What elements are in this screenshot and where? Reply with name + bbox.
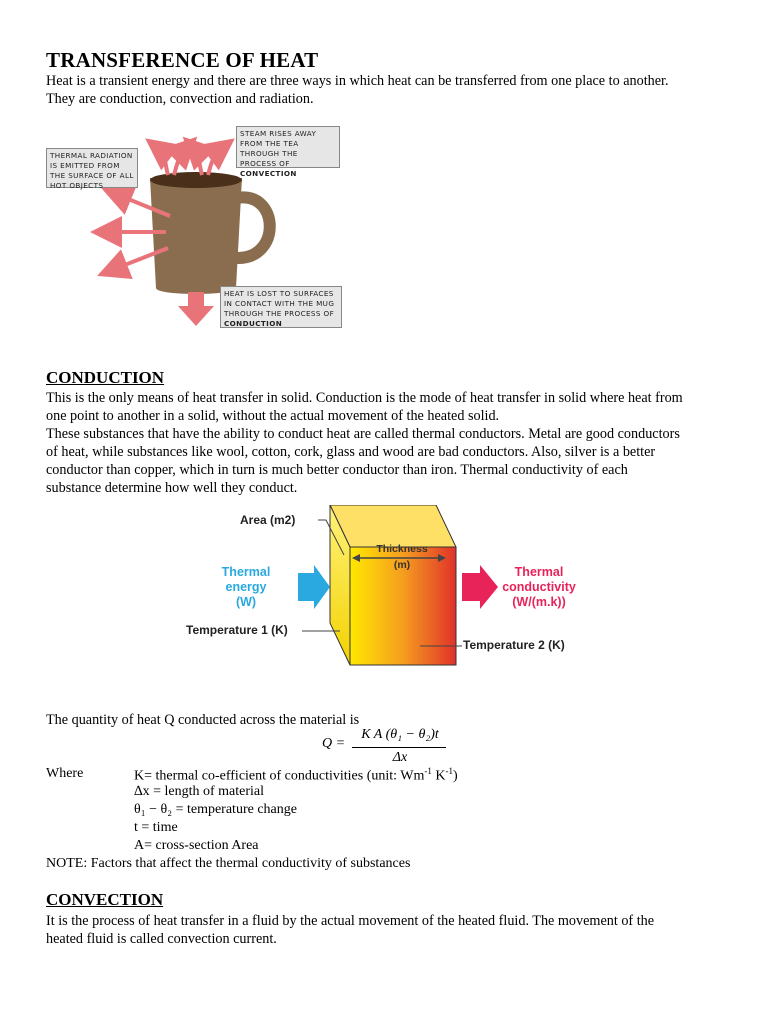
formula-denominator: Δx <box>392 750 408 765</box>
steam-arrow <box>174 148 186 175</box>
dx-definition: ∆x = length of material <box>134 784 264 799</box>
convection-heading: CONVECTION <box>46 890 164 909</box>
thermal-energy-arrow <box>298 565 330 609</box>
conduction-callout <box>220 286 342 328</box>
thermal-conductivity-label <box>494 565 584 610</box>
k-definition <box>134 766 458 785</box>
convection-line: It is the process of heat transfer in a fluid by the actual movement of the heated fluid. The movement of the <box>46 913 655 929</box>
theta-definition: θ₁ − θ₂ = temperature change <box>134 802 297 817</box>
t-definition: t = time <box>134 820 178 835</box>
thermal-energy-line: Thermal <box>221 565 271 579</box>
thickness-label <box>370 543 434 571</box>
note: NOTE: Factors that affect the thermal conductivity of substances <box>46 856 411 871</box>
convection-callout-text: STEAM RISES AWAY FROM THE TEA THROUGH THE PROCESS OF <box>240 129 317 168</box>
conduction-line: This is the only means of heat transfer in solid. Conduction is the mode of heat transfer in solid where heat from <box>46 390 683 406</box>
steam-arrow <box>208 148 222 175</box>
conduction-slab-diagram <box>180 505 600 675</box>
slab-top-face <box>330 505 456 547</box>
convection-paragraph <box>46 912 736 948</box>
conductivity-line: conductivity <box>502 580 576 594</box>
thickness-text: Thickness <box>376 543 428 555</box>
radiation-callout <box>46 148 138 188</box>
tea-surface <box>150 172 242 188</box>
fraction-bar <box>352 747 446 748</box>
temperature-1-label: Temperature 1 (K) <box>186 623 288 637</box>
intro-paragraph <box>46 72 736 108</box>
formula-intro: The quantity of heat Q conducted across the material is <box>46 712 360 728</box>
mug-diagram <box>40 120 350 340</box>
conduction-line: one point to another in a solid, without the actual movement of the heated solid. <box>46 408 500 424</box>
thermal-energy-line: energy <box>225 580 267 594</box>
thermal-conductivity-arrow <box>462 565 498 609</box>
k-def-exponent: -1 <box>424 766 432 776</box>
mug-handle <box>236 197 270 258</box>
conduction-arrow <box>178 292 214 326</box>
conduction-callout-term: CONDUCTION <box>224 319 283 328</box>
thermal-energy-label <box>208 565 284 610</box>
formula-lhs: Q = <box>322 736 346 751</box>
convection-callout <box>236 126 340 178</box>
conduction-line: conductor than copper, which in turn is much better conductor than iron. Thermal conductivity of each <box>46 462 628 478</box>
conduction-paragraph <box>46 389 736 497</box>
k-def-exponent: -1 <box>445 766 454 776</box>
formula-numerator: K A (θ₁ − θ₂)t <box>361 727 439 742</box>
temperature-2-label: Temperature 2 (K) <box>463 638 565 652</box>
convection-line: heated fluid is called convection current. <box>46 931 277 947</box>
steam-arrow <box>158 148 168 175</box>
area-label: Area (m2) <box>240 513 296 527</box>
conduction-line: These substances that have the ability to conduct heat are called thermal conductors. Metal are good conductors <box>46 426 680 442</box>
conduction-line: of heat, while substances like wool, cotton, cork, glass and wood are bad conductors. Also, silver is a better <box>46 444 656 460</box>
conductivity-line: Thermal <box>514 565 564 579</box>
k-def-text: K <box>431 768 446 784</box>
thermal-energy-line: (W) <box>235 595 257 609</box>
conductivity-line: (W/(m.k)) <box>512 595 566 609</box>
conduction-callout-text: HEAT IS LOST TO SURFACES IN CONTACT WITH THE MUG THROUGH THE PROCESS OF <box>224 289 335 318</box>
mug-body <box>150 178 242 294</box>
radiation-callout-text: THERMAL RADIATION IS EMITTED FROM THE SURFACE OF ALL HOT OBJECTS <box>50 151 134 190</box>
steam-arrow <box>194 148 202 175</box>
intro-line-2: They are conduction, convection and radiation. <box>46 91 314 107</box>
a-definition: A= cross-section Area <box>134 838 259 853</box>
convection-callout-term: CONVECTION <box>240 169 297 178</box>
k-def-text: K= thermal co-efficient of conductivities (unit: Wm <box>134 768 425 784</box>
where-label: Where <box>46 766 84 781</box>
page-title: TRANSFERENCE OF HEAT <box>46 48 319 72</box>
k-def-text: ) <box>453 768 458 784</box>
conduction-heading: CONDUCTION <box>46 368 165 387</box>
thickness-unit: (m) <box>393 559 411 571</box>
intro-line-1: Heat is a transient energy and there are three ways in which heat can be transferred from one place to another. <box>46 73 669 89</box>
conduction-line: substance determine how well they conduct. <box>46 480 298 496</box>
